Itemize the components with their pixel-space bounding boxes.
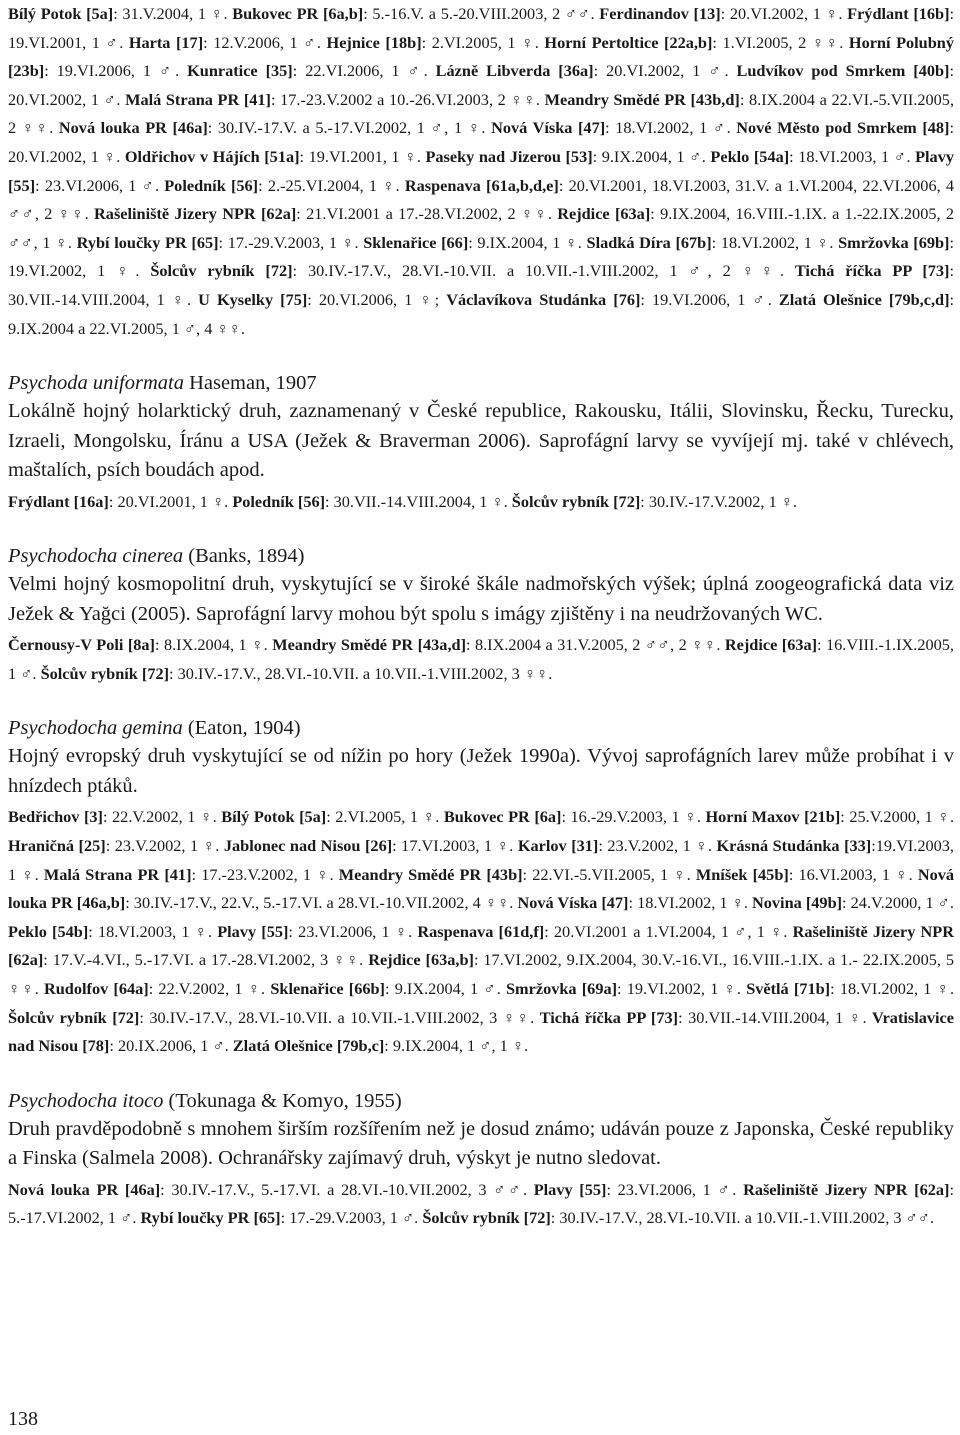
record-data: : 20.VI.2002, 1 ♂. [8,61,954,109]
record-data: : 18.VI.2003, 1 ♀. [88,921,218,941]
species-heading [8,1087,954,1115]
record-locality: Poledník [56] [232,491,326,511]
record-locality: Rašeliniště Jizery NPR [62a] [743,1179,950,1199]
record-locality: Šolcův rybník [72] [511,491,641,511]
record-locality: Hejnice [18b] [326,32,422,52]
record-data: : 19.VI.2006, 1 ♂. [44,61,188,81]
record-data: : 20.VI.2006, 1 ♀; [307,289,447,309]
record-locality: Plavy [55] [217,921,289,941]
record-locality: Ferdinandov [13] [599,4,721,23]
record-locality: Rašeliniště Jizery NPR [62a] [8,921,954,970]
record-data: : 18.VI.2002, 1 ♀. [628,893,753,913]
intro-records-paragraph [8,0,954,343]
record-locality: Kunratice [35] [187,61,293,81]
species-heading [8,369,954,397]
record-locality: Zlatá Olešnice [79b,c] [232,1036,385,1056]
record-data: : 17.V.-4.VI., 5.-17.VI. a 17.-28.VI.2002, 3 ♀♀. [43,950,369,970]
record-data: :19.VI.2003, 1 ♀. [8,836,954,884]
record-data: : 9.IX.2004, 16.VIII.-1.IX. a 1.-22.IX.2005, 2 ♂♂, 1 ♀. [8,204,955,252]
record-locality: Meandry Smědé PR [43b] [338,864,523,884]
species-heading [8,542,954,570]
record-locality: Nová louka PR [46a] [8,1179,161,1199]
record-data: : 2.-25.VI.2004, 1 ♀. [258,175,405,195]
record-locality: Tichá říčka PP [73] [794,261,950,281]
record-data: : 23.VI.2006, 1 ♀. [288,921,418,941]
record-locality: Oldřichov v Hájích [51a] [124,146,300,166]
record-locality: Nová Víska [47] [517,893,629,913]
record-data: : 25.V.2000, 1 ♀. [840,807,955,827]
record-data: : 22.VI.-5.VII.2005, 1 ♀. [522,864,696,884]
record-data: : 30.IV.-17.V., 28.VI.-10.VII. a 10.VII.-1.VIII.2002, 3 ♂♂. [550,1208,935,1228]
species-description: Lokálně hojný holarktický druh, zaznamenaný v České republice, Rakousku, Itálii, Slovinsku, Řecku, Turecku, Izraeli, Mongolsku, Íránu a USA (Ježek & Braverman 2006). Saprofágní larvy se vyvíjejí mj. také v chlévech, maštalích, psích boudách apod. [8,400,954,482]
record-locality: Frýdlant [16a] [8,491,109,511]
record-data: : 18.VI.2002, 1 ♂. [605,118,737,138]
species-heading [8,714,954,742]
record-data: : 9.IX.2004, 1 ♀. [468,232,587,252]
record-data: : 9.IX.2004, 1 ♂, 1 ♀. [384,1036,529,1056]
record-locality: Šolcův rybník [72] [40,663,170,683]
record-locality: Poledník [56] [164,175,259,195]
record-locality: Raspenava [61d,f] [417,921,545,941]
record-locality: Malá Strana PR [41] [43,864,192,884]
record-data: : 20.IX.2006, 1 ♂. [109,1036,233,1056]
record-locality: Rybí loučky PR [65] [76,232,219,252]
record-locality: Bílý Potok [5a] [221,807,327,827]
record-data: : 31.V.2004, 1 ♀. [113,4,233,23]
record-locality: Frýdlant [16b] [847,4,950,23]
record-locality: Raspenava [61a,b,d,e] [404,175,559,195]
record-data: : 22.V.2002, 1 ♀. [148,978,271,998]
record-locality: Rejdice [63a] [557,204,651,224]
record-locality: Vratislavice nad Nisou [78] [8,1007,955,1056]
record-data: : 5.-17.VI.2002, 1 ♂. [8,1179,954,1228]
record-locality: Bukovec PR [6a,b] [232,4,364,23]
record-locality: Rybí loučky PR [65] [140,1208,281,1228]
record-locality: Hraničná [25] [8,836,106,855]
record-locality: Plavy [55] [533,1179,607,1199]
record-data: : 30.IV.-17.V. a 5.-17.VI.2002, 1 ♂, 1 ♀. [207,118,492,138]
record-locality: Sklenařice [66] [363,232,469,252]
record-locality: Peklo [54b] [8,921,89,941]
record-data: : 8.IX.2004, 1 ♀. [154,635,273,655]
record-locality: Bukovec PR [6a] [443,807,562,827]
record-locality: Novina [49b] [752,893,843,913]
record-data: : 23.V.2002, 1 ♀. [598,836,717,855]
record-locality: Mníšek [45b] [695,864,789,884]
record-data: : 21.VI.2001 a 17.-28.VI.2002, 2 ♀♀. [296,204,558,224]
record-data: : 30.IV.-17.V., 28.VI.-10.VII. a 10.VII.-1.VIII.2002, 3 ♀♀. [169,663,553,683]
record-data: : 30.IV.-17.V., 22.V., 5.-17.VI. a 28.VI.-10.VII.2002, 4 ♀♀. [125,893,518,913]
record-locality: Sladká Díra [67b] [586,232,712,252]
species-name: Psychodocha cinerea [8,545,184,568]
record-data: : 30.IV.-17.V.2002, 1 ♀. [640,491,798,511]
record-data: : 30.VII.-14.VIII.2004, 1 ♀. [325,491,512,511]
record-data: : 2.VI.2005, 1 ♀. [421,32,545,52]
record-locality: Bílý Potok [5a] [8,4,114,23]
record-data: : 17.VI.2002, 9.IX.2004, 30.V.-16.VI., 16.VIII.-1.IX. a 1.- 22.IX.2005, 5 ♀♀. [8,950,954,998]
record-locality: Rejdice [63a,b] [368,950,474,970]
record-data: : 12.V.2006, 1 ♂. [203,32,327,52]
record-locality: Nová louka PR [46a] [58,118,208,138]
record-data: : 23.V.2002, 1 ♀. [105,836,224,855]
page-number: 138 [8,1408,38,1430]
record-locality: Šolcův rybník [72] [8,1007,140,1027]
record-data: : 22.VI.2006, 1 ♂. [292,61,436,81]
record-data: : 8.IX.2004 a 22.VI.-5.VII.2005, 2 ♀♀. [8,89,955,138]
record-locality: Šolcův rybník [72] [422,1208,551,1228]
record-locality: Tichá říčka PP [73] [539,1007,679,1027]
record-locality: Nové Město pod Smrkem [48] [736,118,950,138]
record-data: : 22.V.2002, 1 ♀. [102,807,222,827]
species-records [8,631,954,688]
record-locality: Ludvíkov pod Smrkem [40b] [736,61,950,81]
record-data: : 20.VI.2002, 1 ♂. [593,61,737,81]
record-data: : 30.IV.-17.V., 28.VI.-10.VII. a 10.VII.-1.VIII.2002, 1 ♂, 2 ♀♀. [292,261,795,281]
record-data: : 17.-29.V.2003, 1 ♀. [218,232,364,252]
record-data: : 9.IX.2004, 1 ♂. [592,146,711,166]
record-data: : 20.VI.2002, 1 ♀. [8,118,955,166]
species-description: Hojný evropský druh vyskytující se od nížin po hory (Ježek 1990a). Vývoj saprofágních larev může probíhat i v hnízdech ptáků. [8,745,954,797]
record-data: : 30.VII.-14.VIII.2004, 1 ♀. [678,1007,873,1027]
page-body [8,0,954,1233]
record-locality: Jablonec nad Nisou [26] [223,836,393,855]
record-locality: Nová Víska [47] [491,118,606,138]
species-records [8,488,954,517]
record-data: : 30.IV.-17.V., 5.-17.VI. a 28.VI.-10.VII.2002, 3 ♂♂. [160,1179,534,1199]
record-locality: Harta [17] [128,32,204,52]
record-data: : 30.VII.-14.VIII.2004, 1 ♀. [8,261,954,309]
record-data: : 23.VI.2006, 1 ♂. [606,1179,744,1199]
record-data: : 17.-23.V.2002, 1 ♀. [191,864,339,884]
record-locality: Lázně Libverda [36a] [435,61,594,81]
record-locality: Světlá [71b] [746,978,831,998]
record-data: : 20.VI.2001, 1 ♀. [108,491,233,511]
record-data: : 19.VI.2002, 1 ♀. [8,232,954,281]
record-locality: Plavy [55] [8,146,954,195]
species-entry [8,542,954,688]
record-locality: Horní Pertoltice [22a,b] [544,32,713,52]
species-description: Velmi hojný kosmopolitní druh, vyskytující se v široké škále nadmořských výšek; úplná zoogeografická data viz Ježek & Yağci (2005). Saprofágní larvy mohou být spolu s imágy zjištěny i na neudržovaných WC. [8,573,954,625]
species-records [8,1176,954,1233]
record-locality: Krásná Studánka [33] [716,836,872,855]
record-data: : 18.VI.2002, 1 ♀. [711,232,839,252]
record-locality: Václavíkova Studánka [76] [446,289,641,309]
species-author: Haseman, 1907 [183,372,317,395]
record-data: : 17.VI.2003, 1 ♀. [392,836,518,855]
record-locality: Černousy-V Poli [8a] [8,635,155,655]
record-locality: Smržovka [69a] [506,978,618,998]
record-data: : 18.VI.2002, 1 ♀. [830,978,955,998]
species-name: Psychodocha gemina [8,717,183,740]
species-author: (Tokunaga & Komyo, 1955) [163,1089,402,1112]
species-name: Psychodocha itoco [8,1089,164,1112]
record-data: : 20.VI.2002, 1 ♀. [720,4,848,23]
record-data: : 1.VI.2005, 2 ♀♀. [712,32,849,52]
record-data: : 17.-29.V.2003, 1 ♂. [280,1208,423,1228]
record-data: : 24.V.2000, 1 ♂. [842,893,954,913]
record-locality: Meandry Smědé PR [43a,d] [272,635,466,655]
record-locality: Karlov [31] [517,836,599,855]
record-locality: Rašeliniště Jizery NPR [62a] [94,204,297,224]
record-data: : 9.IX.2004 a 22.VI.2005, 1 ♂, 4 ♀♀. [8,289,955,338]
record-locality: U Kyselky [75] [198,289,308,309]
record-data: : 17.-23.V.2002 a 10.-26.VI.2003, 2 ♀♀. [270,89,545,109]
species-description: Druh pravděpodobně s mnohem širším rozšířením než je dosud známo; udáván pouze z Japonska, České republiky a Finska (Salmela 2008). Ochranářsky zajímavý druh, výskyt je nutno sledovat. [8,1117,954,1170]
species-entry [8,1087,954,1233]
record-data: : 19.VI.2002, 1 ♀. [617,978,747,998]
record-locality: Sklenařice [66b] [270,978,385,998]
record-data: : 19.VI.2006, 1 ♂. [640,289,779,309]
species-author: (Eaton, 1904) [182,717,301,740]
record-data: : 16.-29.V.2003, 1 ♀. [561,807,706,827]
record-data: : 16.VIII.-1.IX.2005, 1 ♂. [8,635,954,683]
record-locality: Peklo [54a] [710,146,790,166]
record-locality: Šolcův rybník [72] [150,261,293,281]
record-data: : 20.VI.2001 a 1.VI.2004, 1 ♂, 1 ♀. [544,921,793,941]
record-data: : 19.VI.2001, 1 ♀. [299,146,426,166]
species-author: (Banks, 1894) [183,545,305,568]
record-locality: Zlatá Olešnice [79b,c,d] [778,289,950,309]
record-data: : 23.VI.2006, 1 ♂. [35,175,165,195]
record-data: : 18.VI.2003, 1 ♂. [789,146,916,166]
species-entry [8,714,954,1060]
species-list [8,369,954,1233]
record-locality: Rejdice [63a] [724,635,818,655]
record-locality: Horní Polubný [23b] [8,32,954,81]
record-data: : 19.VI.2001, 1 ♂. [8,4,955,52]
species-name: Psychoda uniformata [8,372,184,395]
species-entry [8,369,954,516]
record-locality: Rudolfov [64a] [43,978,149,998]
record-data: : 5.-16.V. a 5.-20.VIII.2003, 2 ♂♂. [363,4,600,23]
species-records [8,803,954,1060]
record-locality: Bedřichov [3] [8,807,103,827]
record-locality: Paseky nad Jizerou [53] [425,146,593,166]
record-locality: Meandry Smědé PR [43b,d] [544,89,740,109]
record-data: : 9.IX.2004, 1 ♂. [384,978,506,998]
record-locality: Smržovka [69b] [838,232,950,252]
record-data: : 20.VI.2001, 18.VI.2003, 31.V. a 1.VI.2004, 22.VI.2006, 4 ♂♂, 2 ♀♀. [8,175,954,224]
record-data: : 2.VI.2005, 1 ♀. [326,807,444,827]
record-locality: Nová louka PR [46a,b] [8,864,955,913]
record-data: : 8.IX.2004 a 31.V.2005, 2 ♂♂, 2 ♀♀. [466,635,725,655]
record-data: : 30.IV.-17.V., 28.VI.-10.VII. a 10.VII.-1.VIII.2002, 3 ♀♀. [139,1007,540,1027]
record-locality: Horní Maxov [21b] [705,807,841,827]
record-locality: Malá Strana PR [41] [125,89,271,109]
record-data: : 16.VI.2003, 1 ♀. [788,864,918,884]
